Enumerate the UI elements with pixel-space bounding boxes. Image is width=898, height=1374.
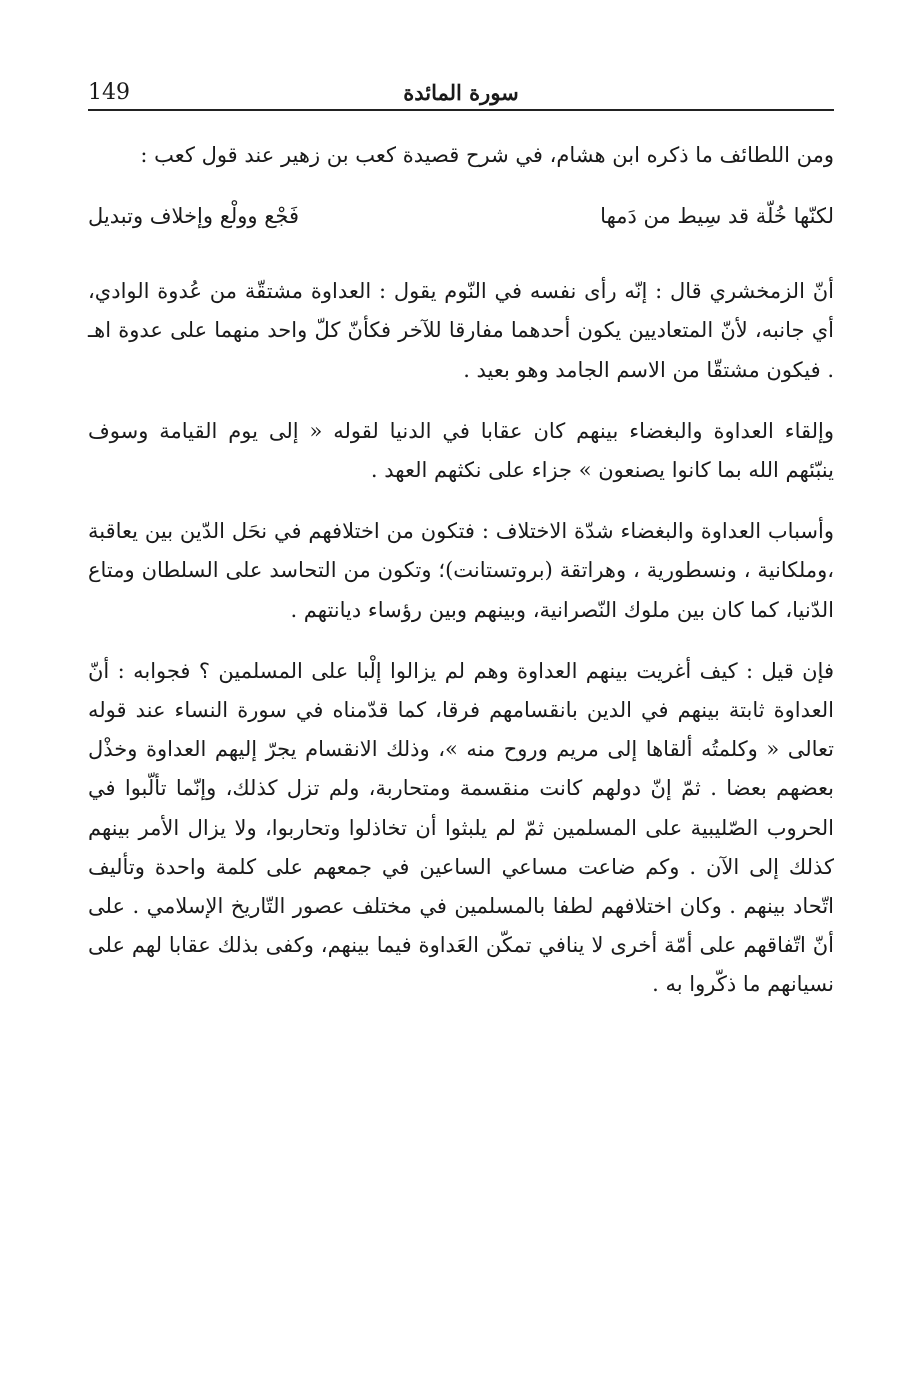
page-header: [88, 78, 834, 110]
poetry-verse: [88, 197, 834, 236]
verse-first-hemistich: لكنّها خُلّة قد سِيط من دَمها: [600, 204, 834, 229]
paragraph-zamakhshari: أنّ الزمخشري قال : إنّه رأى نفسه في النّوم يقول : العداوة مشتقّة من عُدوة الوادي، أي جانبه، لأنّ المتعاديين يكون أحدهما مفارقا للآخر فكأنّ كلّ واحد منهما على عدوة اهـ . فيكون مشتقّا من الاسم الجامد وهو بعيد .: [88, 279, 834, 382]
paragraph-intro: ومن اللطائف ما ذكره ابن هشام، في شرح قصيدة كعب بن زهير عند قول كعب :: [140, 143, 834, 167]
spacer: [88, 175, 834, 197]
paragraph-causes-of-enmity: وأسباب العداوة والبغضاء شدّة الاختلاف : فتكون من اختلافهم في نحَل الدّين بين يعاقبة ،وملكانية ، ونسطورية ، وهراتقة (بروتستانت)؛ وتكون من التحاسد على السلطان ومتاع الدّنيا، كما كان بين ملوك النّصرانية، وبينهم وبين رؤساء ديانتهم .: [88, 519, 834, 622]
spacer: [88, 490, 834, 512]
spacer: [88, 630, 834, 652]
running-title: سورة المائدة: [403, 80, 519, 105]
spacer: [88, 236, 834, 272]
header-divider: [88, 109, 834, 111]
paragraph-enmity-punishment: وإلقاء العداوة والبغضاء بينهم كان عقابا في الدنيا لقوله « إلى يوم القيامة وسوف ينبّئهم الله بما كانوا يصنعون » جزاء على نكثهم العهد .: [88, 418, 834, 483]
paragraph-question-answer: فإن قيل : كيف أغريت بينهم العداوة وهم لم يزالوا إلْبا على المسلمين ؟ فجوابه : أنّ العداوة ثابتة بينهم في الدين بانقسامهم فرقا، كما قدّمناه في سورة النساء عند قوله تعالى « وكلمتُه ألقاها إلى مريم وروح منه »، وذلك الانقسام يجرّ إليهم العداوة وخذْل بعضهم بعضا . ثمّ إنّ دولهم كانت منقسمة ومتحاربة، ولم تزل كذلك، وإنّما تألّبوا في الحروب الصّليبية على المسلمين ثمّ لم يلبثوا أن تخاذلوا وتحاربوا، ولا يزال الأمر بينهم كذلك إلى الآن . وكم ضاعت مساعي الساعين في جمعهم على كلمة واحدة وتأليف اتّحاد بينهم . وكان اختلافهم لطفا بالمسلمين في مختلف عصور التّاريخ الإسلامي . على أنّ اتّفاقهم على أمّة أخرى لا ينافي تمكّن العَداوة فيما بينهم، وكفى بذلك عقابا لهم على نسيانهم ما ذكّروا به .: [88, 658, 834, 997]
spacer: [88, 390, 834, 412]
page-number: 149: [88, 80, 130, 105]
page-body: [88, 136, 834, 1005]
verse-second-hemistich: فَجْع وولْع وإخلاف وتبديل: [88, 204, 300, 229]
